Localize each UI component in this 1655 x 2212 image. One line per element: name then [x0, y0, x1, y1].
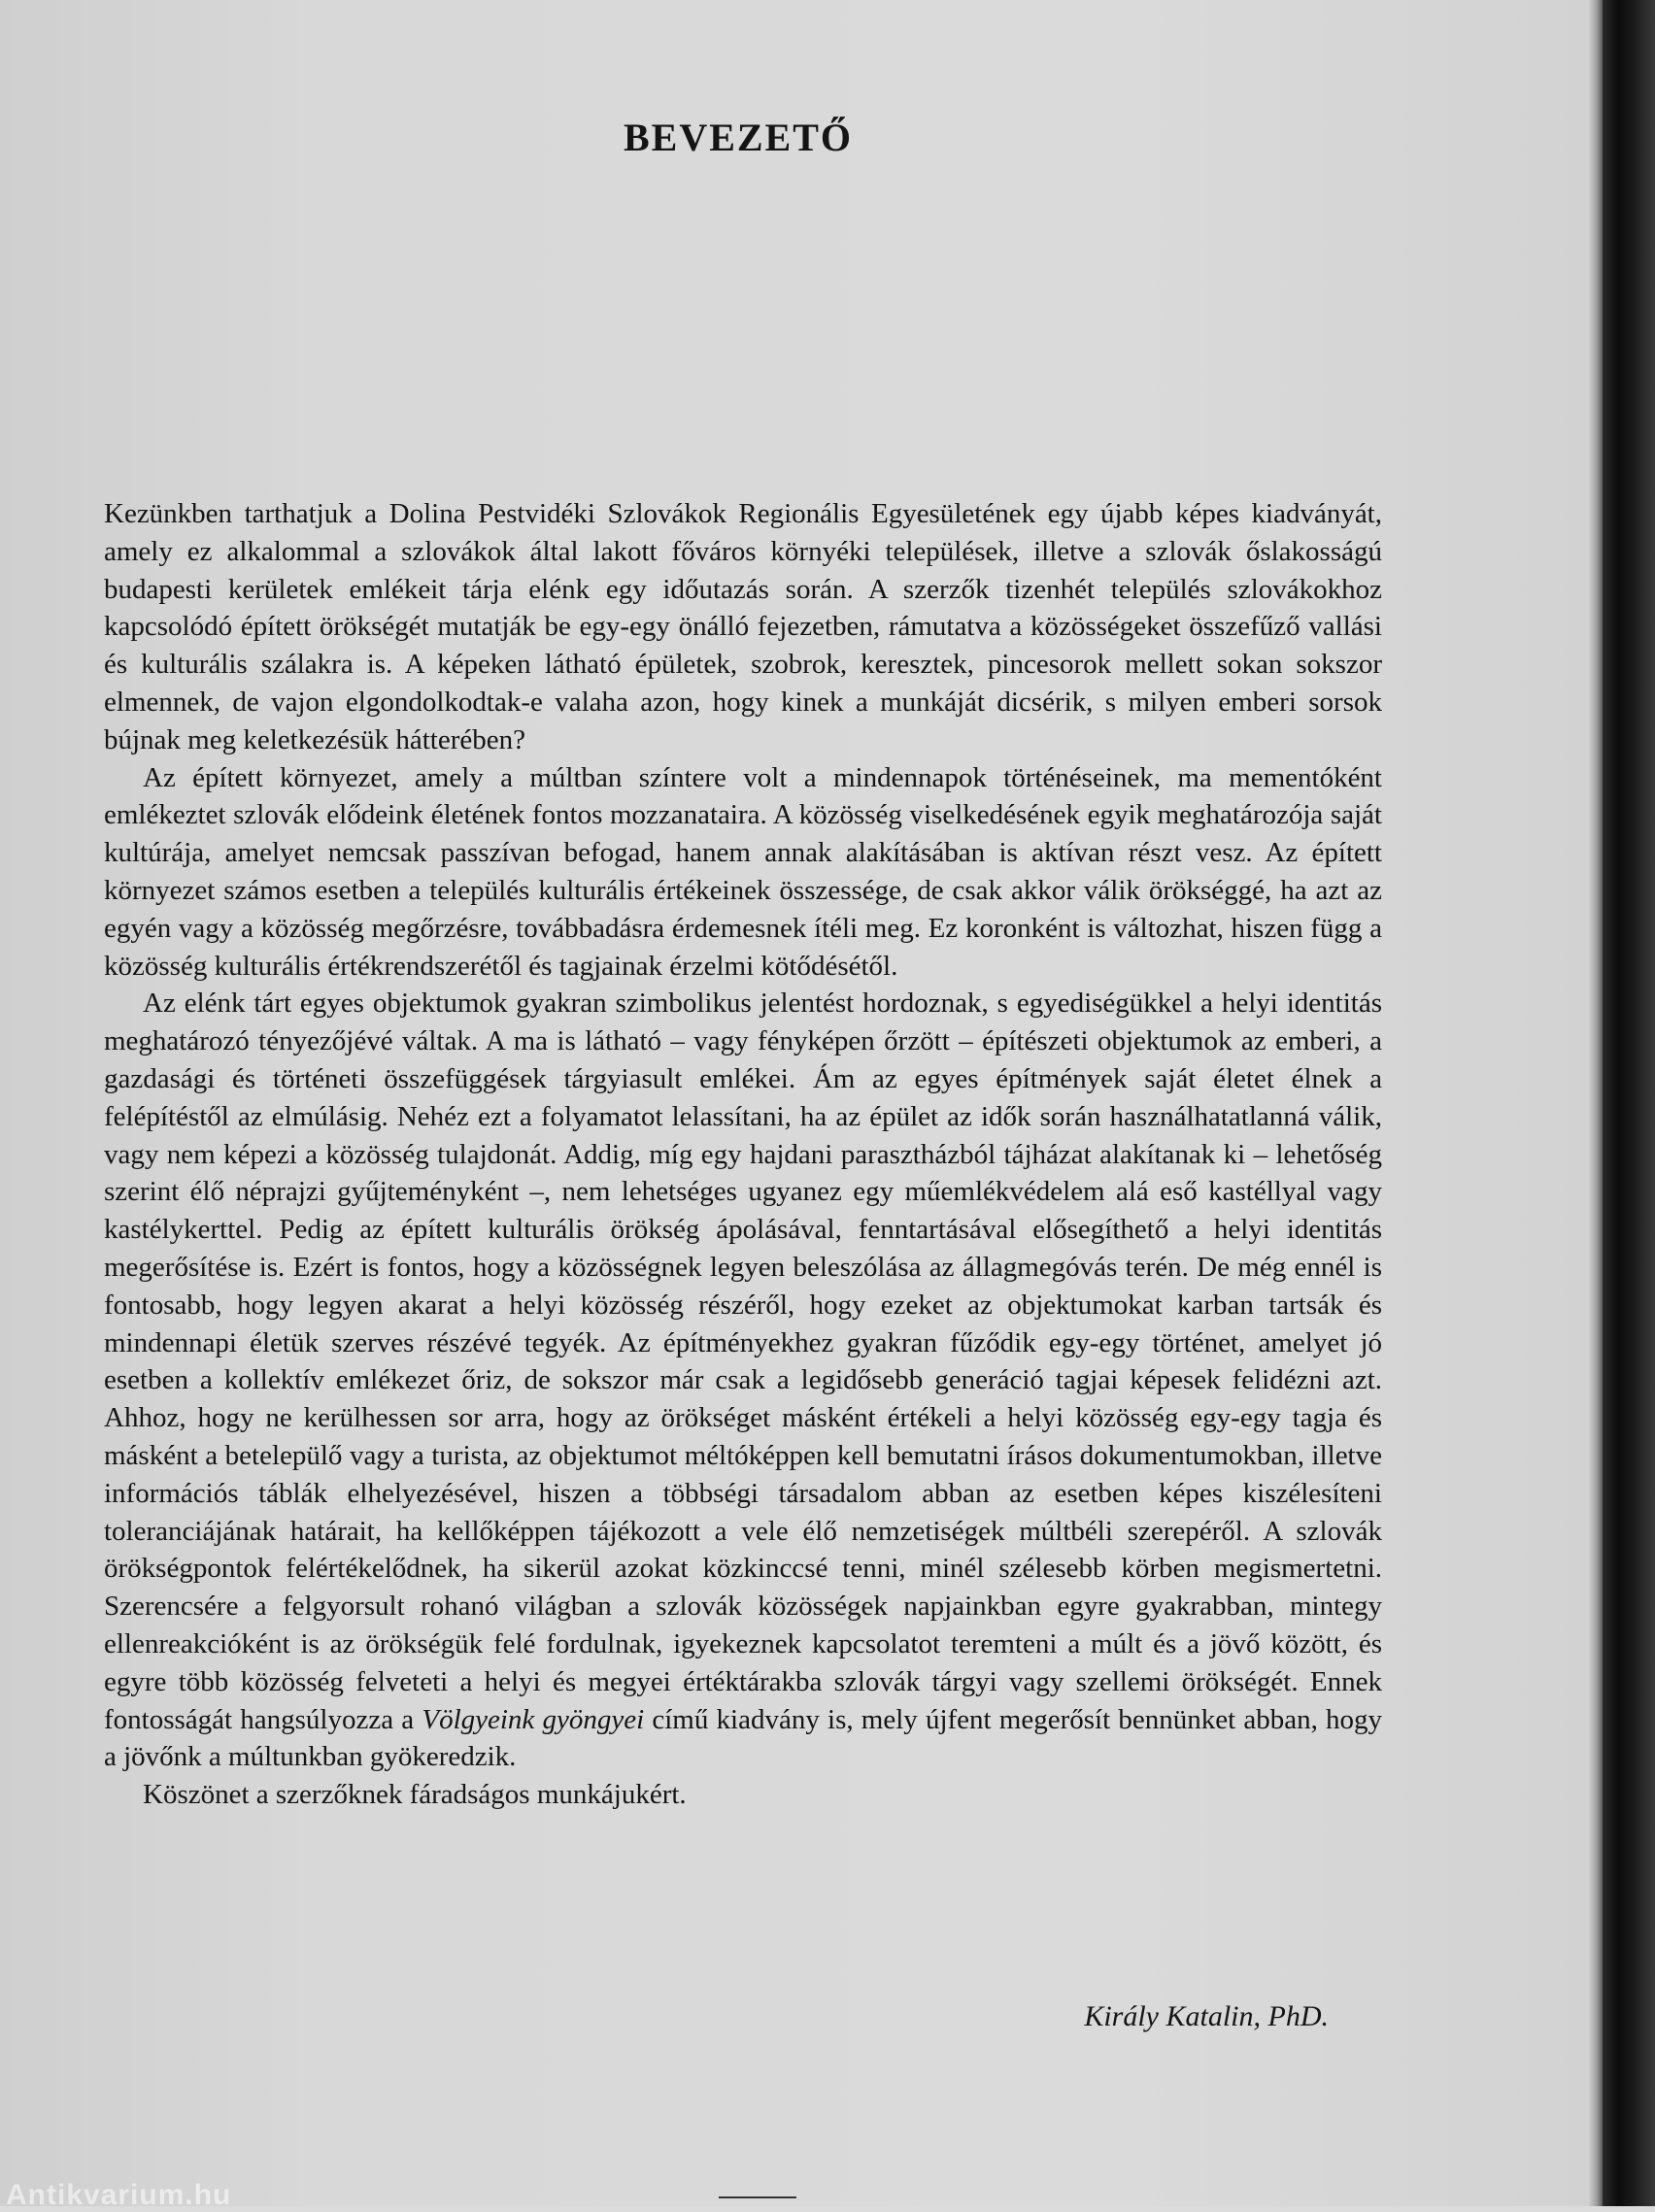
page-edge-shadow [1589, 0, 1603, 2206]
paragraph-3-text-before: Az elénk tárt egyes objektumok gyakran szimbolikus jelentést hordoznak, s egyediségükkel a helyi identitás meghatározó tényezőjévé váltak. A ma is látható – vagy fényképen őrzött – építészeti objektumok az emberi, a gazdasági és történeti összefüggések tárgyiasult emlékei. Ám az egyes építmények saját életet élnek a felépítéstől az elmúlásig. Nehéz ezt a folyamatot lelassítani, ha az épület az idők során használhatatlanná válik, vagy nem képezi a közösség tulajdonát. Addig, míg egy hajdani parasztházból tájházat alakítanak ki – lehetőség szerint élő néprajzi gyűjteményként –, nem lehetséges ugyanez egy műemlékvédelem alá eső kastéllyal vagy kastélykerttel. Pedig az épített kulturális örökség ápolásával, fenntartásával elősegíthető a helyi identitás megerősítése is. Ezért is fontos, hogy a közösségnek legyen beleszólása az állagmegóvás terén. De még ennél is fontosabb, hogy legyen akarat a helyi közösség részéről, hogy ezeket az objektumokat karban tartsák és mindennapi életük szerves részévé tegyék. Az építményekhez gyakran fűződik egy-egy történet, amelyet jó esetben a kollektív emlékezet őriz, de sokszor már csak a legidősebb generáció tagjai képesek felidézni azt. Ahhoz, hogy ne kerülhessen sor arra, hogy az örökséget másként értékeli a helyi közösség egy-egy tagja és másként a betelepülő vagy a turista, az objektumot méltóképpen kell bemutatni írásos dokumentumokban, illetve információs táblák elhelyezésével, hiszen a többségi társadalom abban az esetben képes kiszélesíteni toleranciájának határait, ha kellőképpen tájékozott a vele élő nemzetiségek múltbéli szerepéről. A szlovák örökségpontok felértékelődnek, ha sikerül azokat közkinccsé tenni, minél szélesebb körben megismertetni. Szerencsére a felgyorsult rohanó világban a szlovák közösségek napjainkban egyre gyakrabban, mintegy ellenreakcióként is az örökségük felé fordulnak, igyekeznek kapcsolatot teremteni a múlt és a jövő között, és egyre több közösség felveteti a helyi és megyei értéktárakba szlovák tárgyi vagy szellemi örökségét. Ennek fontosságát hangsúlyozza a [104, 988, 1382, 1735]
watermark: Antikvarium.hu [6, 2179, 232, 2211]
paragraph-3-text-after: című kiadvány is, mely újfent megerősít bennünket abban, hogy a jövőnk a múltunkban gyökeredzik. [104, 1703, 1382, 1773]
author-signature: Király Katalin, PhD. [1084, 2000, 1329, 2032]
paragraph-2: Az épített környezet, amely a múltban színtere volt a mindennapok történéseinek, ma mementóként emlékeztet szlovák elődeink életének fontos mozzanataira. A közösség viselkedésének egyik meghatározója saját kultúrája, amelyet nemcsak passzívan befogad, hanem annak alakításában is aktívan részt vesz. Az épített környezet számos esetben a település kulturális értékeinek összessége, de csak akkor válik örökséggé, ha azt az egyén vagy a közösség megőrzésre, továbbadásra érdemesnek ítéli meg. Ez koronként is változhat, hiszen függ a közösség kulturális értékrendszerétől és tagjainak érzelmi kötődésétől. [104, 761, 1382, 982]
body-text [104, 495, 1382, 1814]
paragraph-1: Kezünkben tarthatjuk a Dolina Pestvidéki Szlovákok Regionális Egyesületének egy újabb képes kiadványát, amely ez alkalommal a szlovákok által lakott főváros környéki települések, illetve a szlovák őslakosságú budapesti kerületek emlékeit tárja elénk egy időutazás során. A szerzők tizenhét település szlovákokhoz kapcsolódó épített örökségét mutatják be egy-egy önálló fejezetben, rámutatva a közösségeket összefűző vallási és kulturális szálakra is. A képeken látható épületek, szobrok, keresztek, pincesorok mellett sokan sokszor elmennek, de vajon elgondolkodtak-e valaha azon, hogy kinek a munkáját dicsérik, s milyen emberi sorsok bújnak meg keletkezésük hátterében? [104, 498, 1382, 755]
book-title-italic: Völgyeink gyöngyei [422, 1703, 645, 1735]
paragraph-3 [104, 985, 1382, 1776]
page-title: BEVEZETŐ [623, 116, 854, 159]
book-spine [1603, 0, 1655, 2206]
page-footer-rule [719, 2196, 796, 2198]
paragraph-4: Köszönet a szerzőknek fáradságos munkájukért. [143, 1779, 687, 1811]
